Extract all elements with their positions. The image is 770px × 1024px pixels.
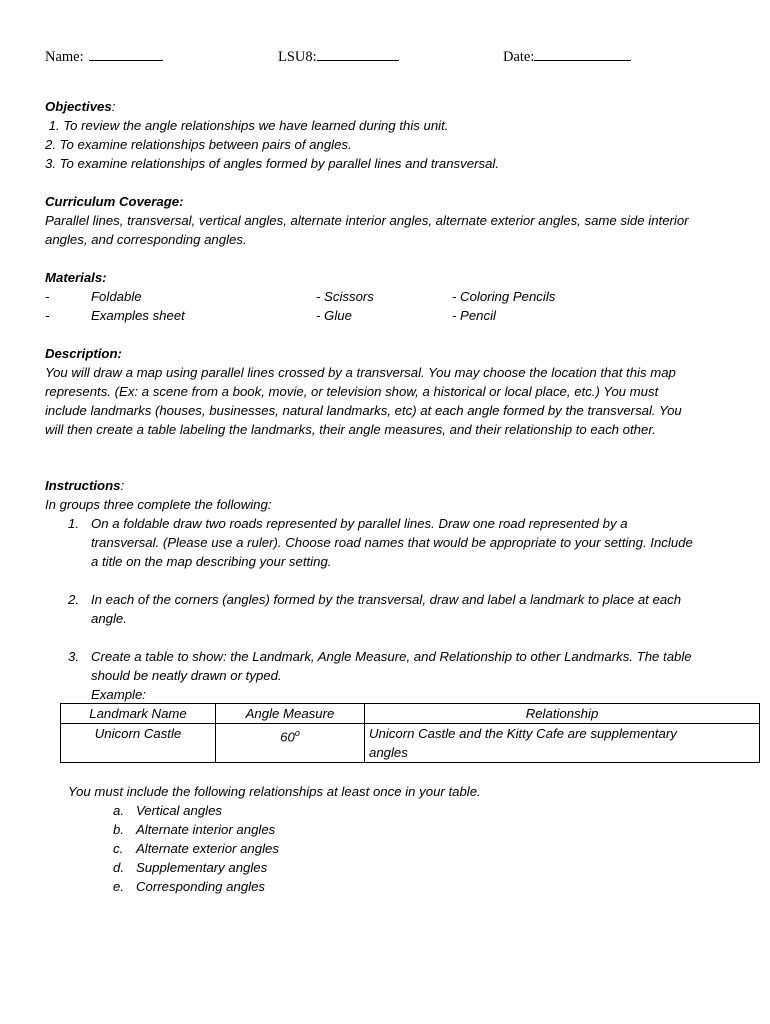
- material-item: - Pencil: [452, 308, 496, 323]
- step-line: Create a table to show: the Landmark, Angle Measure, and Relationship to other Landmarks. The table: [91, 649, 692, 664]
- curriculum-line: angles, and corresponding angles.: [45, 232, 247, 247]
- material-item: Examples sheet: [91, 308, 185, 323]
- step-line: On a foldable draw two roads represented by parallel lines. Draw one road represented by a: [91, 516, 628, 531]
- material-dash: -: [45, 308, 50, 323]
- table-row: [61, 724, 760, 763]
- table-cell-angle: [216, 724, 365, 763]
- material-item: - Coloring Pencils: [452, 289, 556, 304]
- example-table: [60, 703, 760, 763]
- instructions-intro: In groups three complete the following:: [45, 497, 272, 512]
- step-line: transversal. (Please use a ruler). Choose road names that would be appropriate to your setting. Include: [91, 535, 693, 550]
- requirement-item: Alternate interior angles: [136, 822, 276, 837]
- date-label: Date:: [503, 49, 535, 65]
- step-number: 3.: [68, 649, 79, 664]
- materials-heading: Materials:: [45, 270, 107, 285]
- objective-item: 2. To examine relationships between pairs of angles.: [45, 137, 352, 152]
- description-line: include landmarks (houses, businesses, natural landmarks, etc) at each angle formed by the transversal. You: [45, 403, 682, 418]
- requirement-letter: c.: [113, 841, 124, 856]
- table-cell-relationship: [365, 724, 760, 763]
- objective-item: 1. To review the angle relationships we have learned during this unit.: [45, 118, 449, 133]
- material-dash: -: [45, 289, 50, 304]
- requirement-item: Corresponding angles: [136, 879, 266, 894]
- name-blank[interactable]: [89, 46, 163, 61]
- objectives-heading: [45, 97, 115, 116]
- requirement-letter: d.: [113, 860, 124, 875]
- step-line: Example:: [91, 687, 146, 702]
- step-line: In each of the corners (angles) formed by the transversal, draw and label a landmark to place at each: [91, 592, 682, 607]
- description-heading: Description:: [45, 346, 122, 361]
- lsu-label: LSU8:: [278, 49, 317, 65]
- step-number: 1.: [68, 516, 79, 531]
- requirement-letter: e.: [113, 879, 124, 894]
- material-item: - Glue: [316, 308, 352, 323]
- lsu-field[interactable]: [278, 46, 399, 66]
- requirement-letter: b.: [113, 822, 124, 837]
- instructions-heading-text: Instructions: [45, 478, 121, 493]
- degree-symbol: o: [294, 728, 300, 738]
- requirements-intro: You must include the following relationships at least once in your table.: [68, 784, 481, 799]
- table-header-landmark: Landmark Name: [61, 704, 216, 724]
- objectives-heading-text: Objectives: [45, 99, 112, 114]
- instructions-heading-colon: :: [120, 478, 125, 493]
- step-line: a title on the map describing your setting.: [91, 554, 332, 569]
- lsu-blank[interactable]: [317, 46, 399, 61]
- curriculum-heading: Curriculum Coverage:: [45, 194, 184, 209]
- name-field[interactable]: [45, 46, 163, 66]
- table-header-relationship: Relationship: [365, 704, 760, 724]
- relationship-line: angles: [369, 745, 408, 760]
- curriculum-line: Parallel lines, transversal, vertical angles, alternate interior angles, alternate exterior angles, same side interior: [45, 213, 689, 228]
- step-line: should be neatly drawn or typed.: [91, 668, 282, 683]
- angle-value: 60: [280, 729, 295, 745]
- requirement-item: Vertical angles: [136, 803, 223, 818]
- material-item: - Scissors: [316, 289, 374, 304]
- objectives-heading-colon: :: [111, 99, 116, 114]
- table-header-row: [61, 704, 760, 724]
- requirement-letter: a.: [113, 803, 124, 818]
- date-blank[interactable]: [534, 46, 631, 61]
- requirement-item: Supplementary angles: [136, 860, 268, 875]
- objective-item: 3. To examine relationships of angles formed by parallel lines and transversal.: [45, 156, 499, 171]
- requirement-item: Alternate exterior angles: [136, 841, 279, 856]
- table-header-angle: Angle Measure: [216, 704, 365, 724]
- step-line: angle.: [91, 611, 127, 626]
- description-line: You will draw a map using parallel lines crossed by a transversal. You may choose the location that this map: [45, 365, 676, 380]
- relationship-line: Unicorn Castle and the Kitty Cafe are supplementary: [369, 726, 677, 741]
- table-cell-landmark: Unicorn Castle: [61, 724, 216, 763]
- description-line: represents. (Ex: a scene from a book, movie, or television show, a historical or local place, etc.) You must: [45, 384, 659, 399]
- instructions-heading: [45, 476, 124, 495]
- step-number: 2.: [68, 592, 79, 607]
- date-field[interactable]: [503, 46, 631, 66]
- material-item: Foldable: [91, 289, 142, 304]
- name-label: Name:: [45, 49, 84, 65]
- description-line: will then create a table labeling the landmarks, their angle measures, and their relationship to each other.: [45, 422, 656, 437]
